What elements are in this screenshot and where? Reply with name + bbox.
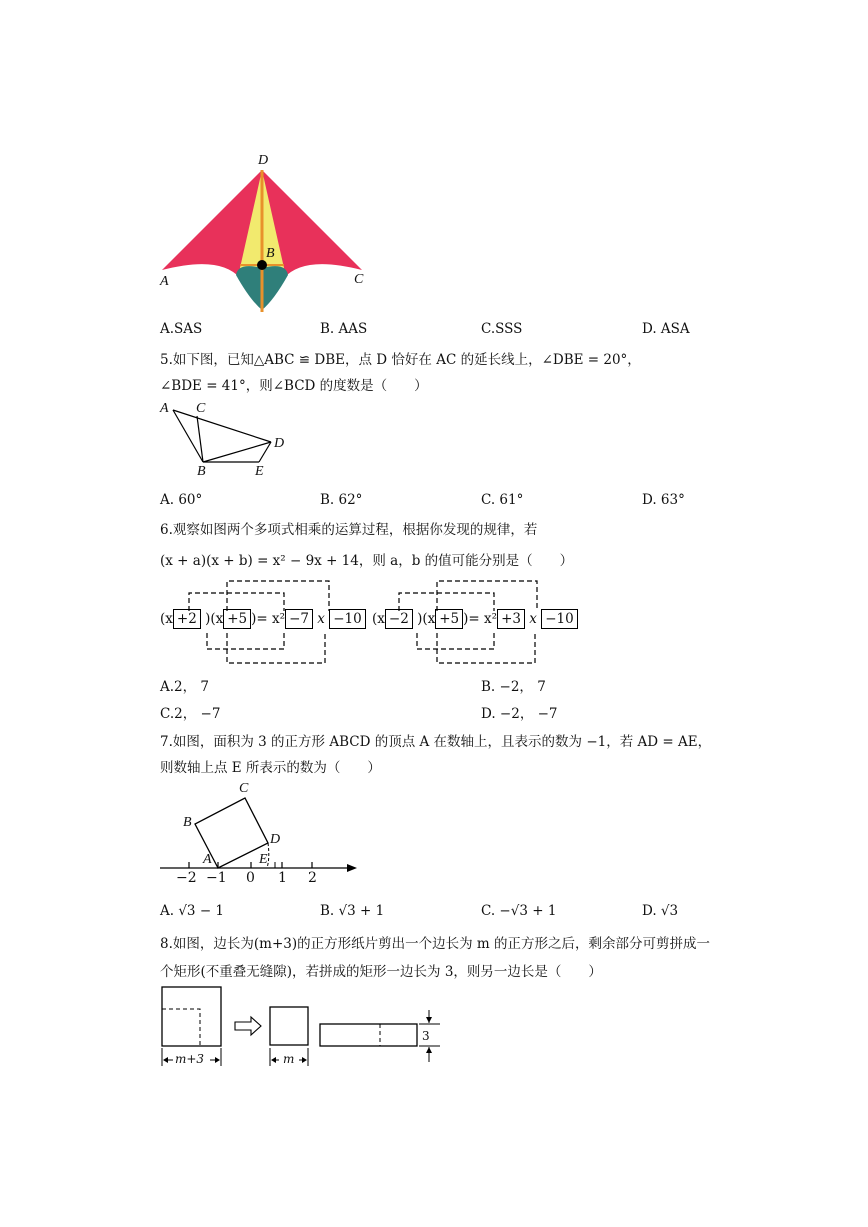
q6-left-box-2: +5 bbox=[223, 609, 251, 629]
q6-right-box-2: +5 bbox=[435, 609, 463, 629]
q4-option-d[interactable]: D. ASA bbox=[642, 321, 690, 337]
q6-left-paren-x2: )(x bbox=[205, 611, 224, 627]
q4-option-b[interactable]: B. AAS bbox=[320, 321, 368, 337]
q4-option-a[interactable]: A.SAS bbox=[160, 321, 203, 337]
q6-right-box-1: −2 bbox=[385, 609, 413, 629]
q6-left-x: x bbox=[317, 611, 325, 627]
q6-diagram-left bbox=[160, 611, 366, 627]
q8-dim-m-plus-3: m+3 bbox=[175, 1052, 205, 1066]
kite-label-b: B bbox=[266, 246, 275, 261]
q7-option-c[interactable]: C. −√3 + 1 bbox=[481, 903, 557, 919]
q6-left-box-1: +2 bbox=[173, 609, 201, 629]
q6-diagram-right bbox=[372, 611, 578, 627]
q7-tick-2: 2 bbox=[308, 870, 317, 886]
q7-label-b: B bbox=[183, 815, 192, 830]
q6-left-equals: )= x² bbox=[251, 611, 286, 627]
q8-dim-m: m bbox=[283, 1052, 295, 1066]
q7-label-c: C bbox=[239, 781, 249, 796]
q6-stem-line2: (x + a)(x + b) = x² − 9x + 14，则 a，b 的值可能分别是（ ） bbox=[160, 553, 574, 569]
q7-option-a[interactable]: A. √3 − 1 bbox=[160, 903, 225, 919]
kite-tail-right bbox=[262, 266, 288, 310]
q6-stem-line1: 6.观察如图两个多项式相乘的运算过程，根据你发现的规律，若 bbox=[160, 522, 538, 538]
q6-right-box-3: +3 bbox=[497, 609, 525, 629]
q4-option-c[interactable]: C.SSS bbox=[481, 321, 523, 337]
kite-label-a: A bbox=[160, 274, 169, 289]
q6-option-d[interactable]: D. −2， −7 bbox=[481, 706, 558, 722]
q6-option-b[interactable]: B. −2， 7 bbox=[481, 679, 546, 695]
q7-tick-0: 0 bbox=[246, 870, 255, 886]
q8-stem-line1: 8.如图，边长为(m+3)的正方形纸片剪出一个边长为 m 的正方形之后，剩余部分可剪拼成一 bbox=[160, 936, 710, 952]
q7-label-d: D bbox=[270, 832, 281, 847]
q5-label-c: C bbox=[196, 401, 206, 416]
q6-right-paren-x2: )(x bbox=[417, 611, 436, 627]
kite-label-c: C bbox=[354, 272, 364, 287]
kite-label-d: D bbox=[258, 153, 269, 168]
q6-left-box-4: −10 bbox=[329, 609, 366, 629]
q5-label-b: B bbox=[197, 464, 206, 479]
q7-tick-neg2: −2 bbox=[176, 870, 197, 886]
q5-label-d: D bbox=[274, 436, 285, 451]
q5-stem-line1: 5.如下图，已知△ABC ≌ DBE，点 D 恰好在 AC 的延长线上，∠DBE = 20°， bbox=[160, 352, 641, 368]
q7-label-a: A bbox=[203, 852, 212, 867]
q6-right-x: x bbox=[529, 611, 537, 627]
q5-label-a: A bbox=[160, 401, 169, 416]
q7-stem-line1: 7.如图，面积为 3 的正方形 ABCD 的顶点 A 在数轴上，且表示的数为 −1，若 AD = AE， bbox=[160, 734, 712, 750]
q6-right-paren-x1: (x bbox=[372, 611, 385, 627]
q5-label-e: E bbox=[255, 464, 264, 479]
q6-right-box-4: −10 bbox=[541, 609, 578, 629]
q7-tick-1: 1 bbox=[278, 870, 287, 886]
q8-stem-line2: 个矩形(不重叠无缝隙)，若拼成的矩形一边长为 3，则另一边长是（ ） bbox=[160, 964, 602, 980]
q5-option-d[interactable]: D. 63° bbox=[642, 492, 685, 508]
q6-option-a[interactable]: A.2， 7 bbox=[160, 679, 210, 695]
q5-option-b[interactable]: B. 62° bbox=[320, 492, 363, 508]
q7-tick-neg1: −1 bbox=[206, 870, 227, 886]
kite-figure bbox=[150, 150, 380, 320]
q5-option-a[interactable]: A. 60° bbox=[160, 492, 203, 508]
q6-left-box-3: −7 bbox=[285, 609, 313, 629]
q6-option-c[interactable]: C.2， −7 bbox=[160, 706, 221, 722]
q7-option-b[interactable]: B. √3 + 1 bbox=[320, 903, 385, 919]
q6-left-paren-x1: (x bbox=[160, 611, 173, 627]
q6-right-equals: )= x² bbox=[463, 611, 498, 627]
q7-stem-line2: 则数轴上点 E 所表示的数为（ ） bbox=[160, 760, 381, 776]
q7-label-e: E bbox=[259, 852, 268, 867]
kite-tail-left bbox=[236, 266, 262, 310]
q5-option-c[interactable]: C. 61° bbox=[481, 492, 524, 508]
q7-option-d[interactable]: D. √3 bbox=[642, 903, 679, 919]
q5-stem-line2: ∠BDE = 41°，则∠BCD 的度数是（ ） bbox=[160, 378, 428, 394]
q8-dim-3: 3 bbox=[422, 1029, 430, 1043]
